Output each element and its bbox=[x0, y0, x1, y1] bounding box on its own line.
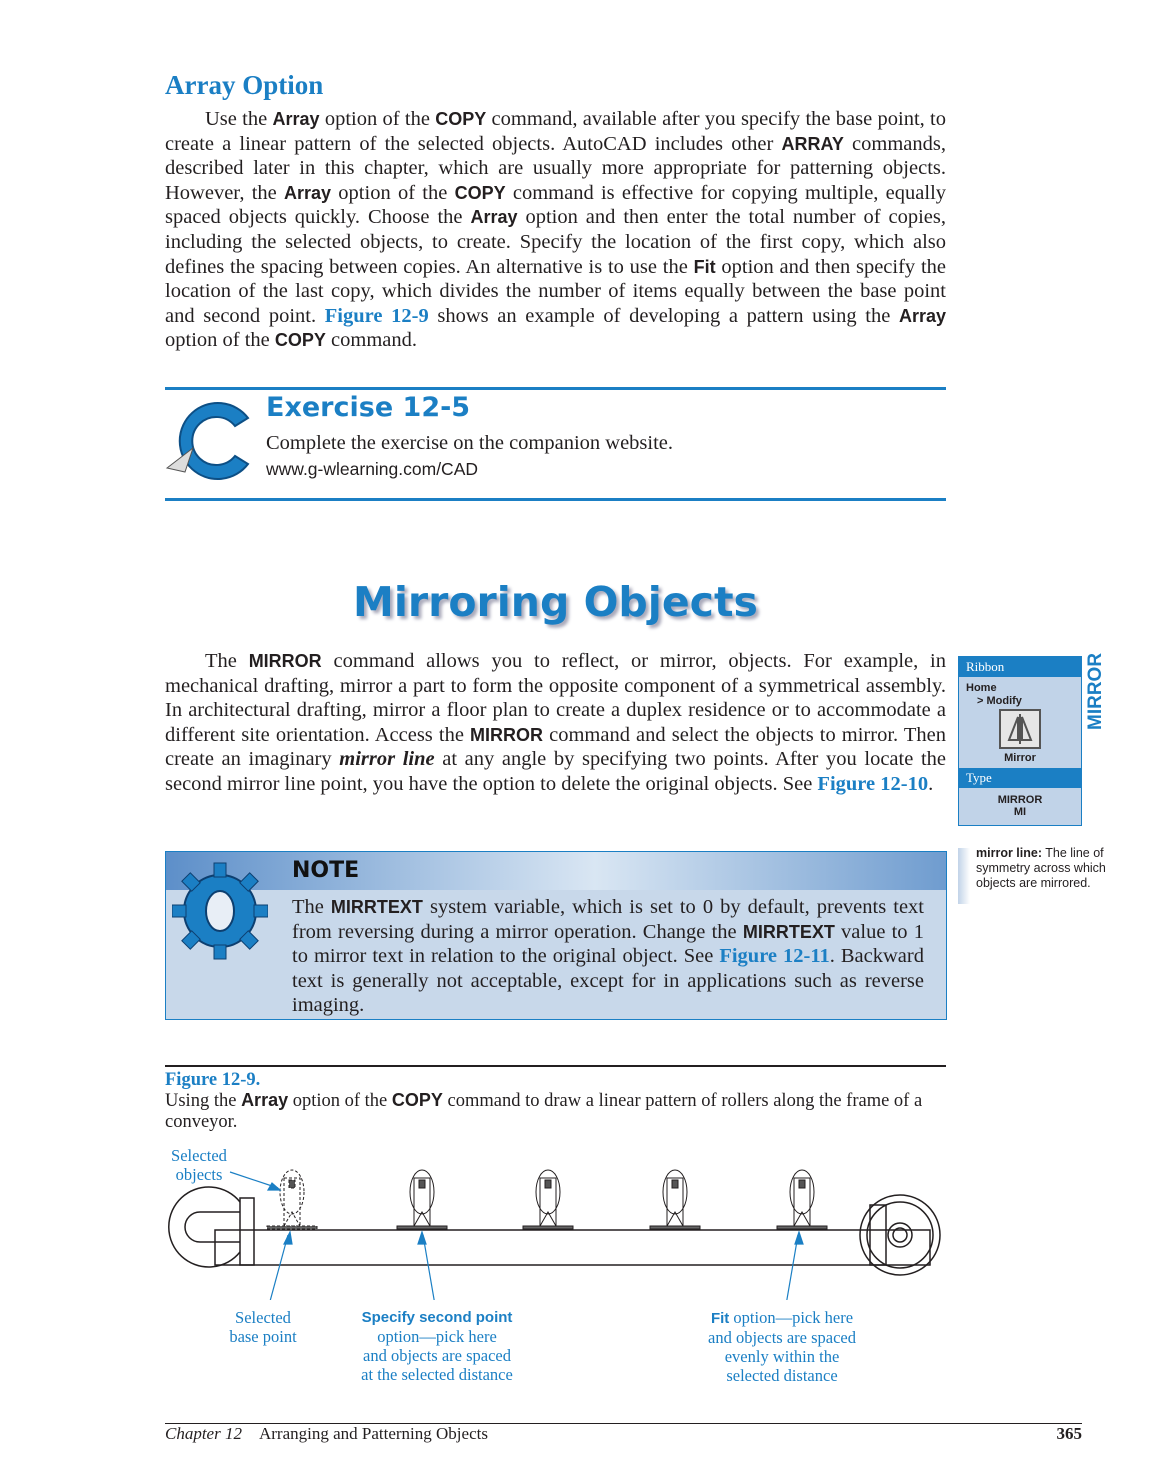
text-run: by default, prevents text from reversing during a mirror operation. Change the bbox=[292, 896, 924, 943]
figure-rule bbox=[165, 1065, 946, 1067]
type-command: MIRROR bbox=[997, 794, 1043, 806]
command-term: COPY bbox=[274, 330, 326, 351]
text-run: The bbox=[292, 896, 331, 918]
note-paragraph bbox=[292, 895, 924, 1018]
exercise-url[interactable]: www.g-wlearning.com/CAD bbox=[266, 459, 479, 479]
command-term: COPY bbox=[454, 182, 506, 203]
command-access-panel bbox=[958, 656, 1082, 826]
figure-link[interactable]: Figure 12-9 bbox=[324, 304, 429, 327]
command-term: MIRROR bbox=[470, 724, 544, 745]
command-term: Array bbox=[284, 182, 332, 203]
callout-base-point: Selected base point bbox=[229, 1308, 297, 1346]
command-term: MIRRTEXT bbox=[330, 897, 423, 917]
note-title: NOTE bbox=[292, 858, 360, 883]
exercise-top-rule bbox=[165, 387, 946, 390]
figure-link[interactable]: Figure 12-10 bbox=[817, 772, 929, 795]
text-run: command is effective for copying multiple, equally spaced objects quickly. Choose the bbox=[165, 181, 947, 229]
text-run: at any angle by specifying two points. After you locate the second mirror line point, you have the option to delete the original objects. See bbox=[165, 748, 946, 795]
roller-copy bbox=[650, 1170, 700, 1229]
glossary-term: mirror line: bbox=[976, 846, 1042, 860]
text-run: Using the bbox=[165, 1091, 242, 1111]
roller-copy bbox=[777, 1170, 827, 1229]
text-run: option of the bbox=[288, 1091, 392, 1111]
text-run: option of the bbox=[165, 329, 275, 352]
text-run: Use the bbox=[205, 108, 273, 130]
mirror-paragraph bbox=[165, 649, 946, 797]
text-run: 0 bbox=[702, 896, 714, 918]
text-run: option and then specify the location of the last copy, which divides the number of items equally between the base point and second point. bbox=[165, 255, 946, 327]
section-heading-mirroring: Mirroring Objects bbox=[353, 578, 758, 626]
text-run: mirror line bbox=[339, 748, 435, 771]
footer-chapter: Chapter 12 Arranging and Patterning Objects bbox=[165, 1424, 488, 1443]
roller-copy bbox=[397, 1170, 447, 1229]
text-run: option of the bbox=[331, 181, 455, 204]
ribbon-path-modify: > Modify bbox=[977, 695, 1022, 707]
command-term: Fit bbox=[693, 256, 716, 277]
left-end-plate bbox=[240, 1198, 254, 1265]
glossary-bar bbox=[958, 848, 970, 904]
array-paragraph bbox=[165, 107, 946, 353]
conveyor-figure bbox=[160, 1140, 950, 1300]
type-alias: MI bbox=[1013, 806, 1027, 818]
mirror-icon bbox=[1001, 711, 1039, 747]
companion-logo-icon bbox=[163, 396, 258, 486]
page-number: 365 bbox=[1056, 1424, 1082, 1443]
callout-selected-objects: Selected objects bbox=[171, 1146, 227, 1184]
text-run: option and then enter the total number of copies, including the selected objects, to create. Specify the location of the first copy, which also defines the spacing between copies. An alternative is to use the bbox=[165, 206, 947, 278]
selected-roller bbox=[267, 1170, 317, 1229]
gear-icon bbox=[172, 856, 268, 966]
command-term: Array bbox=[898, 305, 946, 326]
text-run: The bbox=[205, 650, 249, 672]
command-term: COPY bbox=[391, 1090, 443, 1110]
command-term: Array bbox=[470, 207, 518, 228]
glossary-entry bbox=[976, 846, 1106, 891]
conveyor-frame bbox=[215, 1230, 930, 1265]
command-term: COPY bbox=[435, 109, 487, 129]
command-term: MIRRTEXT bbox=[742, 921, 835, 942]
command-term: ARRAY bbox=[781, 133, 844, 154]
command-term: MIRROR bbox=[248, 651, 322, 671]
text-run: option of the bbox=[319, 108, 436, 130]
callout-fit: Fit option—pick here and objects are spaced evenly within the selected distance bbox=[708, 1308, 856, 1385]
text-run: commands, described later in this chapter, which are usually more appropriate for patterning objects. However, the bbox=[165, 132, 946, 204]
exercise-title: Exercise 12-5 bbox=[266, 392, 471, 423]
text-run: command, available after you specify the base point, to create a linear pattern of the selected objects. AutoCAD includes other bbox=[165, 108, 946, 155]
figure-link[interactable]: Figure 12-11 bbox=[719, 945, 830, 968]
text-run: command. bbox=[325, 329, 417, 352]
text-run: shows an example of developing a pattern using the bbox=[428, 304, 899, 327]
note-box bbox=[165, 851, 947, 1020]
command-term: Array bbox=[241, 1090, 289, 1110]
section-heading-array-option: Array Option bbox=[165, 70, 324, 100]
text-run: value to bbox=[834, 920, 914, 943]
figure-label: Figure 12-9. bbox=[165, 1070, 261, 1090]
text-run: . bbox=[928, 772, 934, 795]
text-run: command to draw a linear pattern of rollers along the frame of a conveyor. bbox=[165, 1091, 923, 1132]
type-label: Type bbox=[959, 768, 1081, 788]
ribbon-path-home: Home bbox=[966, 682, 997, 694]
note-header bbox=[166, 852, 946, 890]
text-run: command and select the objects to mirror. Then create an imaginary bbox=[165, 723, 946, 771]
text-run: command allows you to reflect, or mirror, objects. For example, in mechanical drafting, mirror a part to form the opposite component of a symmetrical assembly. In architectural drafting, mirror a floor plan to create a duplex residence or to accommodate a different site orientation. Access the bbox=[165, 650, 947, 746]
text-run: 1 bbox=[913, 920, 924, 943]
callout-second-point: Specify second point option—pick here and objects are spaced at the selected distance bbox=[361, 1309, 513, 1384]
command-term: Array bbox=[272, 109, 320, 129]
figure-caption bbox=[165, 1090, 925, 1133]
roller-copy bbox=[523, 1170, 573, 1229]
glossary-definition: The line of symmetry across which objects are mirrored. bbox=[976, 846, 1106, 890]
ribbon-label: Ribbon bbox=[959, 657, 1081, 677]
exercise-bottom-rule bbox=[165, 498, 946, 501]
text-run: . Backward text is generally not acceptable, except for in applications such as reverse imaging. bbox=[292, 945, 924, 1017]
mirror-button[interactable] bbox=[999, 709, 1041, 749]
left-pulley bbox=[169, 1187, 240, 1267]
right-pulley bbox=[860, 1195, 940, 1275]
exercise-text: Complete the exercise on the companion website. bbox=[266, 432, 674, 454]
text-run: to mirror text in relation to the original object. See bbox=[292, 945, 720, 968]
mirror-button-label: Mirror bbox=[1004, 752, 1036, 764]
text-run: system variable, which is set to bbox=[422, 896, 703, 918]
command-tab-label: MIRROR bbox=[1085, 652, 1106, 730]
